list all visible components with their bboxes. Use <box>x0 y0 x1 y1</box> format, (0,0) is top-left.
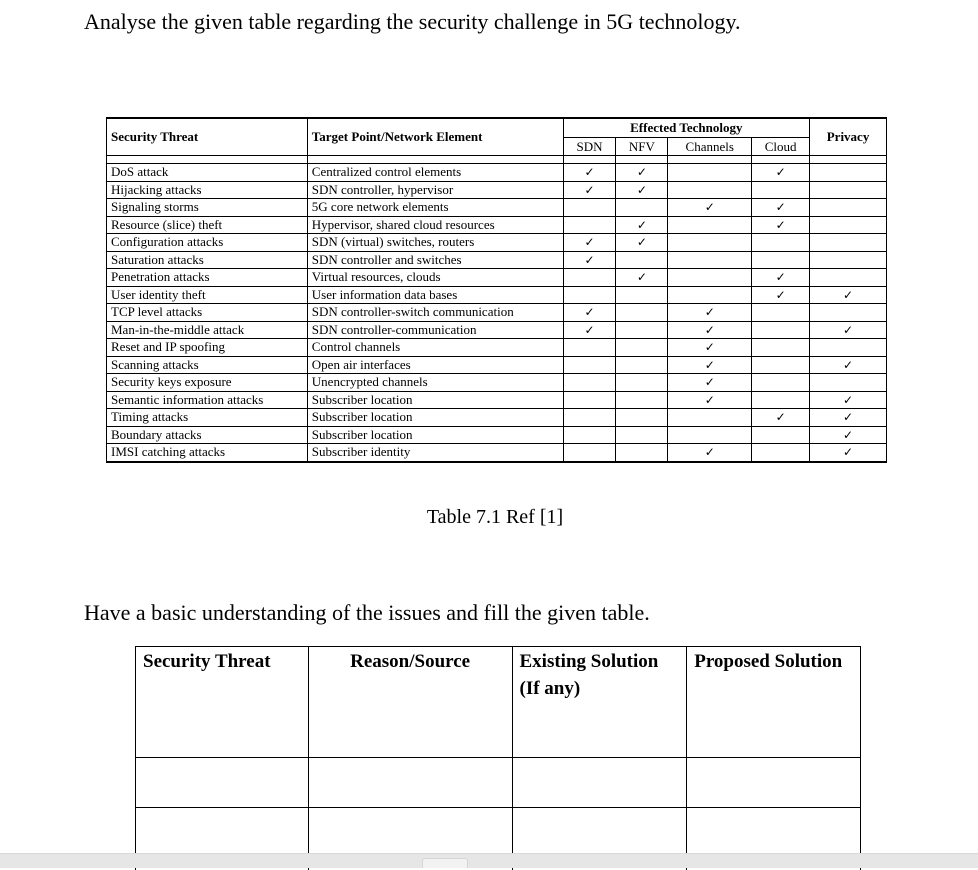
privacy-check-cell: ✓ <box>810 391 887 409</box>
header-channels: Channels <box>668 138 752 156</box>
threat-cell: Security keys exposure <box>107 374 308 392</box>
threat-cell: Boundary attacks <box>107 426 308 444</box>
nfv-check-cell: ✓ <box>616 234 668 252</box>
threat-cell: Penetration attacks <box>107 269 308 287</box>
header-nfv: NFV <box>616 138 668 156</box>
threat-cell: Reset and IP spoofing <box>107 339 308 357</box>
nfv-check-cell <box>616 374 668 392</box>
fill-cell[interactable] <box>308 758 512 808</box>
threat-cell: DoS attack <box>107 164 308 182</box>
header-security-threat: Security Threat <box>107 118 308 156</box>
privacy-check-cell <box>810 269 887 287</box>
cloud-check-cell <box>752 391 810 409</box>
fill-cell[interactable] <box>136 758 309 808</box>
threat-cell: Configuration attacks <box>107 234 308 252</box>
cloud-check-cell <box>752 444 810 462</box>
sdn-check-cell <box>563 391 616 409</box>
threat-cell: Man-in-the-middle attack <box>107 321 308 339</box>
channels-check-cell: ✓ <box>668 199 752 217</box>
sdn-check-cell <box>563 216 616 234</box>
table-row <box>107 374 887 392</box>
channels-check-cell: ✓ <box>668 391 752 409</box>
sdn-check-cell <box>563 374 616 392</box>
header-effected-technology: Effected Technology <box>563 118 810 138</box>
target-cell: SDN controller-switch communication <box>307 304 563 322</box>
target-cell: Subscriber location <box>307 426 563 444</box>
nfv-check-cell <box>616 251 668 269</box>
sdn-check-cell <box>563 339 616 357</box>
threat-cell: Saturation attacks <box>107 251 308 269</box>
cloud-check-cell: ✓ <box>752 269 810 287</box>
sdn-check-cell <box>563 269 616 287</box>
cloud-check-cell <box>752 321 810 339</box>
nfv-check-cell <box>616 426 668 444</box>
target-cell: SDN controller-communication <box>307 321 563 339</box>
channels-check-cell <box>668 164 752 182</box>
channels-check-cell <box>668 251 752 269</box>
channels-check-cell <box>668 409 752 427</box>
channels-check-cell: ✓ <box>668 374 752 392</box>
table-row <box>107 269 887 287</box>
table-row <box>107 339 887 357</box>
cloud-check-cell <box>752 339 810 357</box>
table-row <box>107 216 887 234</box>
threat-cell: Scanning attacks <box>107 356 308 374</box>
sdn-check-cell <box>563 444 616 462</box>
table-row <box>107 234 887 252</box>
sdn-check-cell <box>563 409 616 427</box>
target-cell: Unencrypted channels <box>307 374 563 392</box>
nfv-check-cell <box>616 444 668 462</box>
fill-header-security-threat: Security Threat <box>136 647 309 758</box>
security-threats-table <box>106 117 887 463</box>
channels-check-cell <box>668 216 752 234</box>
sdn-check-cell: ✓ <box>563 321 616 339</box>
cloud-check-cell: ✓ <box>752 164 810 182</box>
table-caption: Table 7.1 Ref [1] <box>0 504 978 530</box>
sdn-check-cell: ✓ <box>563 251 616 269</box>
privacy-check-cell: ✓ <box>810 356 887 374</box>
channels-check-cell <box>668 426 752 444</box>
channels-check-cell: ✓ <box>668 356 752 374</box>
cloud-check-cell: ✓ <box>752 286 810 304</box>
fill-header-existing-solution <box>512 647 687 758</box>
channels-check-cell: ✓ <box>668 339 752 357</box>
channels-check-cell: ✓ <box>668 304 752 322</box>
cloud-check-cell <box>752 181 810 199</box>
privacy-check-cell: ✓ <box>810 409 887 427</box>
channels-check-cell: ✓ <box>668 444 752 462</box>
cloud-check-cell <box>752 356 810 374</box>
header-privacy: Privacy <box>810 118 887 156</box>
fill-cell[interactable] <box>512 758 687 808</box>
table-row <box>107 444 887 462</box>
channels-check-cell <box>668 286 752 304</box>
privacy-check-cell <box>810 216 887 234</box>
threat-cell: Resource (slice) theft <box>107 216 308 234</box>
sdn-check-cell <box>563 426 616 444</box>
nfv-check-cell <box>616 199 668 217</box>
privacy-check-cell: ✓ <box>810 444 887 462</box>
privacy-check-cell <box>810 164 887 182</box>
target-cell: Subscriber location <box>307 409 563 427</box>
threat-cell: Hijacking attacks <box>107 181 308 199</box>
privacy-check-cell <box>810 251 887 269</box>
threat-cell: Signaling storms <box>107 199 308 217</box>
target-cell: SDN controller and switches <box>307 251 563 269</box>
threat-cell: User identity theft <box>107 286 308 304</box>
table-row <box>107 251 887 269</box>
existing-solution-line1: Existing Solution <box>520 651 659 672</box>
cloud-check-cell: ✓ <box>752 199 810 217</box>
threat-cell: Timing attacks <box>107 409 308 427</box>
cloud-check-cell: ✓ <box>752 216 810 234</box>
sdn-check-cell <box>563 356 616 374</box>
table-row <box>107 199 887 217</box>
target-cell: Open air interfaces <box>307 356 563 374</box>
target-cell: Virtual resources, clouds <box>307 269 563 287</box>
table-row <box>107 286 887 304</box>
nfv-check-cell <box>616 391 668 409</box>
channels-check-cell <box>668 181 752 199</box>
privacy-check-cell: ✓ <box>810 286 887 304</box>
nfv-check-cell <box>616 409 668 427</box>
sdn-check-cell: ✓ <box>563 234 616 252</box>
table-row <box>107 164 887 182</box>
cloud-check-cell <box>752 251 810 269</box>
horizontal-scrollbar[interactable] <box>0 853 978 868</box>
target-cell: SDN (virtual) switches, routers <box>307 234 563 252</box>
existing-solution-line2: (If any) <box>520 678 581 699</box>
nfv-check-cell <box>616 339 668 357</box>
target-cell: Subscriber location <box>307 391 563 409</box>
target-cell: Subscriber identity <box>307 444 563 462</box>
privacy-check-cell <box>810 181 887 199</box>
sdn-check-cell <box>563 286 616 304</box>
fill-in-table <box>135 646 861 870</box>
table-row <box>107 391 887 409</box>
nfv-check-cell: ✓ <box>616 181 668 199</box>
sdn-check-cell <box>563 199 616 217</box>
table-row <box>107 356 887 374</box>
threat-cell: TCP level attacks <box>107 304 308 322</box>
privacy-check-cell <box>810 339 887 357</box>
header-target-point: Target Point/Network Element <box>307 118 563 156</box>
cloud-check-cell <box>752 426 810 444</box>
target-cell: Hypervisor, shared cloud resources <box>307 216 563 234</box>
privacy-check-cell: ✓ <box>810 426 887 444</box>
privacy-check-cell: ✓ <box>810 321 887 339</box>
target-cell: Centralized control elements <box>307 164 563 182</box>
privacy-check-cell <box>810 199 887 217</box>
table-row <box>107 321 887 339</box>
sdn-check-cell: ✓ <box>563 304 616 322</box>
privacy-check-cell <box>810 234 887 252</box>
instruction-text: Have a basic understanding of the issues and fill the given table. <box>84 599 650 627</box>
threat-cell: IMSI catching attacks <box>107 444 308 462</box>
target-cell: 5G core network elements <box>307 199 563 217</box>
fill-cell[interactable] <box>687 758 861 808</box>
channels-check-cell <box>668 269 752 287</box>
nfv-check-cell <box>616 286 668 304</box>
nfv-check-cell <box>616 304 668 322</box>
privacy-check-cell <box>810 374 887 392</box>
cloud-check-cell <box>752 374 810 392</box>
table-row <box>107 181 887 199</box>
header-sdn: SDN <box>563 138 616 156</box>
privacy-check-cell <box>810 304 887 322</box>
table-row <box>107 426 887 444</box>
cloud-check-cell: ✓ <box>752 409 810 427</box>
sdn-check-cell: ✓ <box>563 181 616 199</box>
target-cell: User information data bases <box>307 286 563 304</box>
nfv-check-cell: ✓ <box>616 269 668 287</box>
target-cell: Control channels <box>307 339 563 357</box>
page-heading: Analyse the given table regarding the security challenge in 5G technology. <box>84 8 741 36</box>
nfv-check-cell <box>616 321 668 339</box>
nfv-check-cell: ✓ <box>616 216 668 234</box>
threat-cell: Semantic information attacks <box>107 391 308 409</box>
nfv-check-cell: ✓ <box>616 164 668 182</box>
channels-check-cell <box>668 234 752 252</box>
sdn-check-cell: ✓ <box>563 164 616 182</box>
nfv-check-cell <box>616 356 668 374</box>
header-cloud: Cloud <box>752 138 810 156</box>
cloud-check-cell <box>752 304 810 322</box>
table-row <box>107 409 887 427</box>
channels-check-cell: ✓ <box>668 321 752 339</box>
target-cell: SDN controller, hypervisor <box>307 181 563 199</box>
cloud-check-cell <box>752 234 810 252</box>
fill-header-proposed-solution: Proposed Solution <box>687 647 861 758</box>
table-row <box>107 304 887 322</box>
fill-header-reason-source: Reason/Source <box>308 647 512 758</box>
